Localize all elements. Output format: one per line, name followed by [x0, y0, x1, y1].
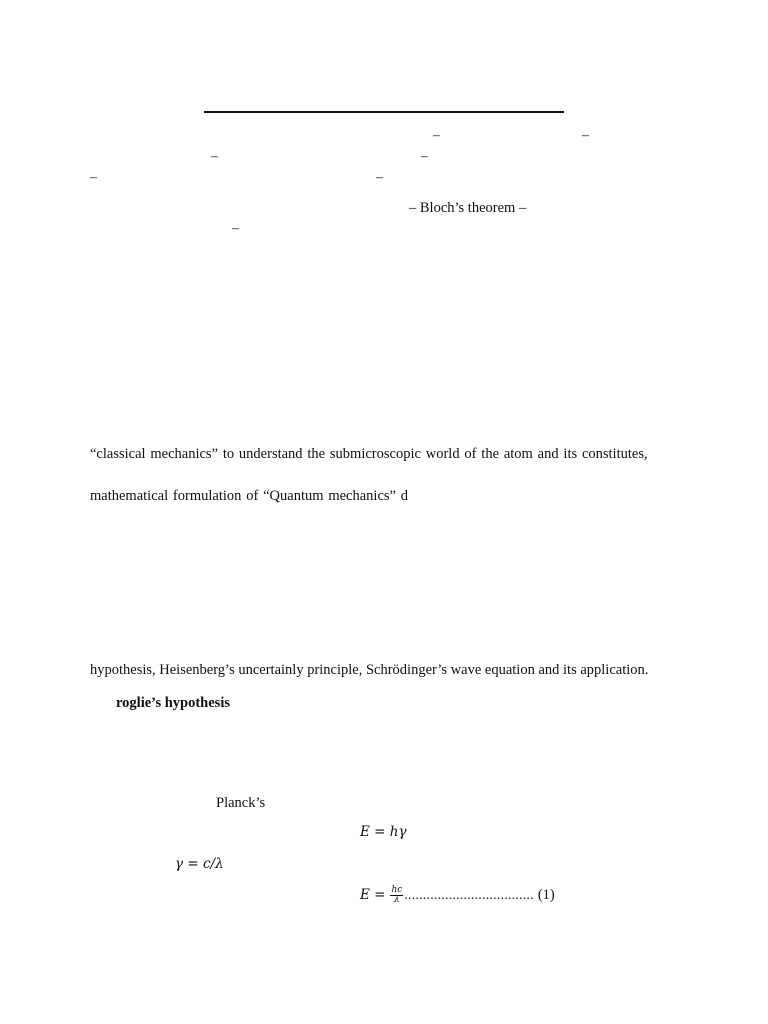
equation-number: (1) — [537, 887, 555, 904]
title-rule — [204, 111, 564, 113]
intro-line-1: “classical mechanics” to understand the submicroscopic world of the atom and its constitutes, — [90, 446, 648, 462]
topics-line: hypothesis, Heisenberg’s uncertainly principle, Schrödinger’s wave equation and its application. — [90, 662, 649, 678]
equation-leader-dots: ................................... — [404, 888, 534, 904]
dash-mark: – — [433, 128, 440, 143]
equation-1-fraction — [390, 886, 403, 905]
bloch-theorem-line: – Bloch’s theorem – — [409, 200, 527, 216]
dash-mark: – — [376, 170, 383, 185]
equation-1 — [360, 886, 555, 905]
equation-frequency: γ = c/λ — [175, 856, 224, 872]
fraction-numerator: hc — [391, 885, 403, 895]
dash-mark: – — [582, 128, 589, 143]
section-heading: roglie’s hypothesis — [116, 695, 230, 711]
dash-mark: – — [232, 221, 239, 236]
equation-1-lhs: E = — [360, 887, 386, 904]
fraction-denominator: λ — [394, 895, 400, 905]
dash-mark: – — [90, 170, 97, 185]
equation-energy: E = hγ — [360, 824, 407, 840]
intro-line-2: mathematical formulation of “Quantum mechanics” d — [90, 488, 409, 504]
dash-mark: – — [421, 149, 428, 164]
dash-mark: – — [211, 149, 218, 164]
planck-label: Planck’s — [216, 795, 266, 811]
